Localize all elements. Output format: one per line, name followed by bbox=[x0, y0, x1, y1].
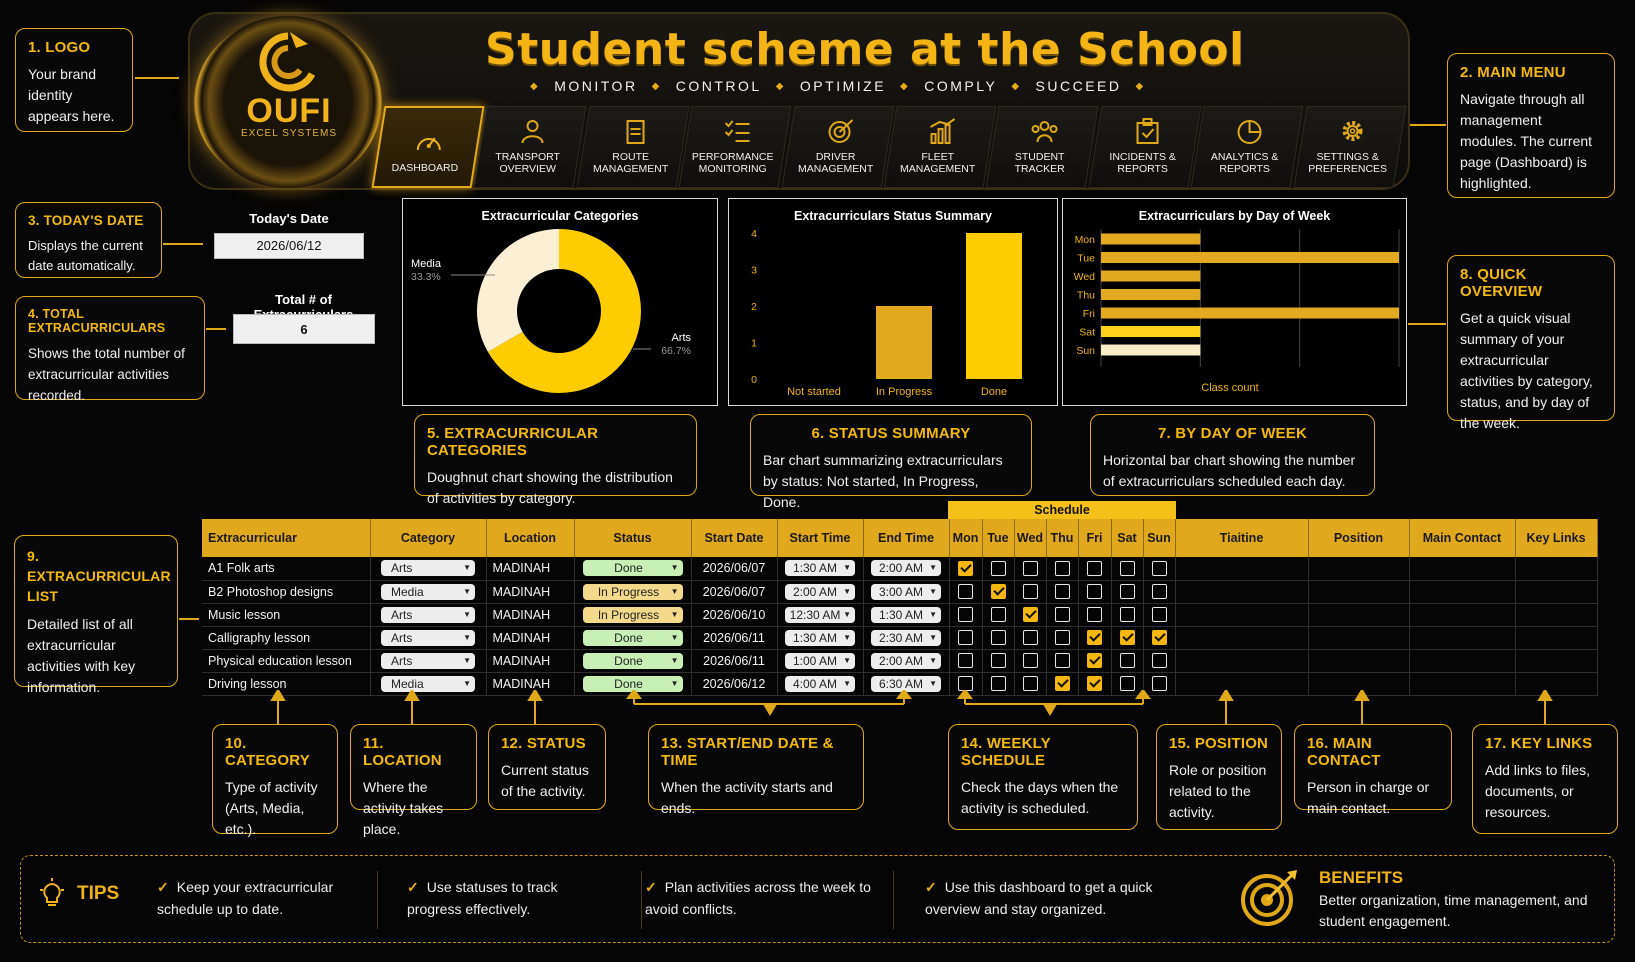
note-todays-date bbox=[15, 202, 162, 278]
pie-icon bbox=[1235, 117, 1265, 145]
y-tick-label: Thu bbox=[1076, 289, 1095, 302]
slice-percent-label: 33.3% bbox=[411, 271, 441, 283]
menu-item-dashboard[interactable] bbox=[372, 106, 485, 188]
note-title: 2. MAIN MENU bbox=[1460, 64, 1566, 81]
category-dropdown[interactable]: Media ▼ bbox=[381, 584, 475, 600]
day-bar bbox=[1101, 252, 1399, 263]
start-date-cell: 2026/06/11 bbox=[703, 653, 765, 668]
day-checkbox[interactable] bbox=[1023, 607, 1038, 622]
menu-label: INCIDENTS & REPORTS bbox=[1109, 151, 1176, 175]
column-header[interactable]: Location bbox=[486, 519, 574, 557]
empty-cell[interactable] bbox=[1175, 580, 1308, 603]
menu-item-driver-management[interactable] bbox=[781, 106, 894, 188]
day-checkbox[interactable] bbox=[991, 630, 1006, 645]
day-checkbox[interactable] bbox=[1023, 584, 1038, 599]
extracurricular-table bbox=[202, 519, 1598, 696]
day-checkbox[interactable] bbox=[1023, 676, 1038, 691]
menu-label: DRIVER MANAGEMENT bbox=[797, 151, 873, 175]
note-text: Role or position related to the activity. bbox=[1169, 762, 1267, 820]
activity-name: Calligraphy lesson bbox=[208, 630, 311, 645]
arrow bbox=[135, 77, 179, 79]
status-dropdown[interactable]: Done ▼ bbox=[583, 676, 683, 692]
empty-cell[interactable] bbox=[1409, 626, 1515, 649]
column-header[interactable]: Tiaitine bbox=[1175, 519, 1308, 557]
x-tick-label: Done bbox=[980, 386, 1008, 398]
note-status bbox=[488, 724, 606, 810]
tip-item: ✓ Plan activities across the week to avoid conflicts. bbox=[645, 879, 871, 917]
start-time-dropdown[interactable]: 2:00 AM ▼ bbox=[785, 584, 855, 600]
activity-name: Music lesson bbox=[208, 607, 281, 622]
page-title: Student scheme at the School bbox=[485, 24, 1245, 75]
status-dropdown[interactable]: Done ▼ bbox=[583, 560, 683, 576]
note-title: 9. EXTRACURRICULAR LIST bbox=[27, 548, 171, 604]
menu-item-transport-overview[interactable] bbox=[474, 106, 587, 188]
empty-cell[interactable] bbox=[1409, 649, 1515, 672]
menu-item-incidents-reports[interactable] bbox=[1088, 106, 1201, 188]
main-menu bbox=[378, 106, 1400, 188]
column-header[interactable]: Mon bbox=[949, 519, 982, 557]
start-time-dropdown[interactable]: 12:30 AM ▼ bbox=[785, 607, 855, 623]
day-bar bbox=[1101, 326, 1200, 337]
chart-day-panel bbox=[1062, 198, 1407, 406]
check-icon: ✓ bbox=[407, 879, 419, 895]
tip-item: ✓ Use statuses to track progress effectively. bbox=[407, 879, 558, 917]
note-start-end bbox=[648, 724, 864, 816]
menu-label: PERFORMANCE MONITORING bbox=[692, 151, 774, 175]
note-title: 16. MAIN CONTACT bbox=[1307, 735, 1381, 769]
menu-label: DASHBOARD bbox=[391, 162, 459, 174]
arrow bbox=[163, 243, 203, 245]
empty-cell[interactable] bbox=[1409, 557, 1515, 580]
empty-cell[interactable] bbox=[1308, 649, 1409, 672]
note-title: 3. TODAY'S DATE bbox=[28, 213, 144, 228]
tagline-word: CONTROL bbox=[675, 78, 762, 94]
note-categories bbox=[414, 414, 697, 506]
arrow bbox=[206, 328, 226, 330]
table-row[interactable] bbox=[202, 580, 1597, 603]
category-dropdown[interactable]: Arts ▼ bbox=[381, 560, 475, 576]
note-text: Your brand identity appears here. bbox=[28, 66, 115, 124]
menu-item-settings-preferences[interactable] bbox=[1293, 106, 1406, 188]
day-checkbox[interactable] bbox=[1120, 676, 1135, 691]
status-bar bbox=[966, 233, 1022, 379]
start-date-cell: 2026/06/10 bbox=[702, 607, 766, 622]
day-checkbox[interactable] bbox=[958, 584, 973, 599]
column-header[interactable]: Status bbox=[574, 519, 691, 557]
y-tick-label: 2 bbox=[751, 301, 757, 313]
day-checkbox[interactable] bbox=[1087, 676, 1102, 691]
chart-title: Extracurriculars Status Summary bbox=[793, 209, 992, 223]
category-dropdown[interactable]: Arts ▼ bbox=[381, 607, 475, 623]
day-checkbox[interactable] bbox=[1055, 584, 1070, 599]
column-header[interactable]: Fri bbox=[1078, 519, 1111, 557]
donut-slice-media bbox=[477, 229, 559, 352]
column-header[interactable]: Category bbox=[370, 519, 486, 557]
empty-cell[interactable] bbox=[1515, 603, 1597, 626]
schedule-header: Schedule bbox=[948, 501, 1176, 519]
benefits-text: Better organization, time management, and student engagement. bbox=[1319, 892, 1588, 929]
column-header[interactable]: Wed bbox=[1014, 519, 1046, 557]
column-header[interactable]: Extracurricular bbox=[202, 519, 370, 557]
note-text: Doughnut chart showing the distribution of activities by category. bbox=[427, 469, 673, 506]
note-total-extracurriculars bbox=[15, 296, 205, 403]
empty-cell[interactable] bbox=[1409, 580, 1515, 603]
start-time-dropdown[interactable]: 1:00 AM ▼ bbox=[785, 653, 855, 669]
day-checkbox[interactable] bbox=[991, 676, 1006, 691]
category-dropdown[interactable]: Arts ▼ bbox=[381, 630, 475, 646]
column-header[interactable]: Sun bbox=[1143, 519, 1175, 557]
status-dropdown[interactable]: Done ▼ bbox=[583, 653, 683, 669]
column-header[interactable]: Key Links bbox=[1515, 519, 1597, 557]
check-icon: ✓ bbox=[925, 879, 937, 895]
note-text: Bar chart summarizing extracurriculars by status: Not started, In Progress, Done. bbox=[763, 452, 1003, 510]
day-checkbox[interactable] bbox=[1152, 607, 1167, 622]
menu-item-student-tracker[interactable] bbox=[986, 106, 1099, 188]
activity-name: Physical education lesson bbox=[208, 653, 352, 668]
day-bar bbox=[1101, 308, 1399, 319]
start-time-dropdown[interactable]: 1:30 AM ▼ bbox=[785, 560, 855, 576]
note-text: Type of activity (Arts, Media, etc.). bbox=[225, 779, 318, 837]
activity-name: A1 Folk arts bbox=[208, 561, 275, 576]
logo-text: OUFI bbox=[246, 92, 332, 130]
x-tick-label: In Progress bbox=[875, 386, 933, 398]
day-checkbox[interactable] bbox=[1055, 607, 1070, 622]
empty-cell[interactable] bbox=[1515, 626, 1597, 649]
tip-item: ✓ Use this dashboard to get a quick overview and stay organized. bbox=[925, 879, 1153, 917]
todays-date-label: Today's Date bbox=[249, 211, 329, 226]
empty-cell[interactable] bbox=[1175, 626, 1308, 649]
note-by-day bbox=[1090, 414, 1375, 496]
day-bar bbox=[1101, 289, 1200, 300]
day-checkbox[interactable] bbox=[1087, 653, 1102, 668]
day-checkbox[interactable] bbox=[1055, 676, 1070, 691]
divider bbox=[377, 871, 378, 929]
empty-cell[interactable] bbox=[1308, 580, 1409, 603]
day-checkbox[interactable] bbox=[1120, 584, 1135, 599]
category-dropdown[interactable]: Media ▼ bbox=[381, 676, 475, 692]
note-title: 6. STATUS SUMMARY bbox=[811, 425, 971, 442]
note-text: Shows the total number of extracurricular activities recorded. bbox=[28, 346, 185, 403]
empty-cell[interactable] bbox=[1175, 557, 1308, 580]
empty-cell[interactable] bbox=[1409, 603, 1515, 626]
todays-date-value: 2026/06/12 bbox=[214, 233, 364, 259]
logo-subtitle: EXCEL SYSTEMS bbox=[241, 128, 337, 139]
note-text: Check the days when the activity is scheduled. bbox=[961, 779, 1119, 816]
column-header[interactable]: Position bbox=[1308, 519, 1409, 557]
note-text: Add links to files, documents, or resources. bbox=[1485, 762, 1591, 820]
y-tick-label: Fri bbox=[1082, 308, 1095, 320]
arrow bbox=[1410, 124, 1446, 126]
location-cell: MADINAH bbox=[492, 630, 551, 645]
slice-percent-label: 66.7% bbox=[661, 345, 691, 357]
note-key-links bbox=[1472, 724, 1618, 834]
divider bbox=[641, 871, 642, 929]
tip-item: ✓ Keep your extracurricular schedule up to date. bbox=[157, 879, 334, 917]
note-title: 15. POSITION bbox=[1169, 735, 1269, 752]
chart-status-panel bbox=[728, 198, 1058, 406]
note-main-contact bbox=[1294, 724, 1452, 816]
note-status-summary bbox=[750, 414, 1032, 510]
checklist-icon bbox=[723, 117, 753, 145]
table-row[interactable] bbox=[202, 649, 1597, 672]
status-dropdown[interactable]: In Progress ▼ bbox=[583, 584, 683, 600]
day-checkbox[interactable] bbox=[1120, 561, 1135, 576]
empty-cell[interactable] bbox=[1308, 603, 1409, 626]
note-title: 1. LOGO bbox=[28, 39, 91, 56]
menu-label: SETTINGS & PREFERENCES bbox=[1307, 151, 1387, 175]
y-tick-label: Sun bbox=[1076, 345, 1095, 357]
menu-item-fleet-management[interactable] bbox=[884, 106, 997, 188]
note-title: 8. QUICK OVERVIEW bbox=[1460, 266, 1543, 300]
note-weekly-schedule bbox=[948, 724, 1138, 830]
day-checkbox[interactable] bbox=[991, 607, 1006, 622]
x-tick-label: Not started bbox=[787, 386, 841, 398]
day-checkbox[interactable] bbox=[1023, 630, 1038, 645]
chart-categories-panel bbox=[402, 198, 718, 406]
menu-item-performance-monitoring[interactable] bbox=[679, 106, 792, 188]
day-checkbox[interactable] bbox=[991, 561, 1006, 576]
end-time-dropdown[interactable]: 2:30 AM ▼ bbox=[871, 630, 941, 646]
y-tick-label: 3 bbox=[751, 264, 757, 277]
bar-chart-icon bbox=[928, 117, 958, 145]
y-tick-label: 0 bbox=[751, 374, 757, 386]
divider bbox=[893, 871, 894, 929]
slice-label: Media bbox=[411, 258, 441, 270]
gear-icon bbox=[1337, 117, 1367, 145]
tips-title: TIPS bbox=[77, 883, 120, 904]
tagline-word: OPTIMIZE bbox=[799, 78, 887, 94]
note-position bbox=[1156, 724, 1282, 830]
day-checkbox[interactable] bbox=[958, 653, 973, 668]
table-row[interactable] bbox=[202, 557, 1597, 580]
day-checkbox[interactable] bbox=[1152, 630, 1167, 645]
status-bar bbox=[876, 306, 932, 379]
start-date-cell: 2026/06/12 bbox=[702, 676, 766, 691]
empty-cell[interactable] bbox=[1308, 626, 1409, 649]
status-dropdown[interactable]: Done ▼ bbox=[583, 630, 683, 646]
column-header[interactable]: Tue bbox=[982, 519, 1014, 557]
start-date-cell: 2026/06/07 bbox=[702, 584, 766, 599]
report-icon bbox=[1133, 117, 1163, 145]
empty-cell[interactable] bbox=[1515, 649, 1597, 672]
end-time-dropdown[interactable]: 3:00 AM ▼ bbox=[871, 584, 941, 600]
slice-label: Arts bbox=[671, 332, 691, 344]
column-header[interactable]: End Time bbox=[863, 519, 949, 557]
day-checkbox[interactable] bbox=[1152, 584, 1167, 599]
day-of-week-bar-chart bbox=[1063, 199, 1408, 407]
target-icon bbox=[825, 117, 855, 145]
day-checkbox[interactable] bbox=[1055, 653, 1070, 668]
table-header-row bbox=[202, 519, 1597, 557]
location-cell: MADINAH bbox=[492, 653, 551, 668]
day-checkbox[interactable] bbox=[1055, 561, 1070, 576]
location-cell: MADINAH bbox=[492, 584, 551, 599]
x-axis-label: Class count bbox=[1201, 382, 1259, 394]
status-dropdown[interactable]: In Progress ▼ bbox=[583, 607, 683, 623]
y-tick-label: 1 bbox=[751, 337, 757, 350]
category-dropdown[interactable]: Arts ▼ bbox=[381, 653, 475, 669]
total-extracurriculars-label: Total # of bbox=[275, 292, 332, 307]
day-checkbox[interactable] bbox=[958, 607, 973, 622]
day-checkbox[interactable] bbox=[1120, 630, 1135, 645]
start-time-dropdown[interactable]: 4:00 AM ▼ bbox=[785, 676, 855, 692]
column-header[interactable]: Start Date bbox=[691, 519, 777, 557]
menu-item-analytics-reports[interactable] bbox=[1191, 106, 1304, 188]
note-text: Navigate through all management modules. The current page (Dashboard) is highlighted. bbox=[1460, 91, 1593, 191]
lightbulb-icon bbox=[37, 878, 67, 910]
column-header[interactable]: Main Contact bbox=[1409, 519, 1515, 557]
arrow bbox=[179, 618, 199, 620]
empty-cell[interactable] bbox=[1175, 603, 1308, 626]
tagline-word: SUCCEED bbox=[1035, 78, 1122, 94]
note-text: When the activity starts and ends. bbox=[661, 779, 833, 816]
location-cell: MADINAH bbox=[492, 607, 551, 622]
group-icon bbox=[1030, 117, 1060, 145]
y-tick-label: Mon bbox=[1074, 234, 1095, 246]
day-checkbox[interactable] bbox=[1087, 630, 1102, 645]
location-cell: MADINAH bbox=[492, 676, 551, 691]
day-bar bbox=[1101, 271, 1200, 282]
day-bar bbox=[1101, 345, 1200, 356]
empty-cell[interactable] bbox=[1308, 557, 1409, 580]
note-title: 13. START/END DATE & TIME bbox=[661, 735, 834, 769]
activity-name: Driving lesson bbox=[208, 676, 287, 691]
day-bar bbox=[1101, 234, 1200, 245]
menu-label: FLEET MANAGEMENT bbox=[900, 151, 976, 175]
note-title: 17. KEY LINKS bbox=[1485, 735, 1593, 752]
target-arrow-icon bbox=[1239, 868, 1299, 928]
categories-donut-chart bbox=[403, 199, 719, 407]
day-checkbox[interactable] bbox=[1120, 653, 1135, 668]
note-main-menu bbox=[1447, 53, 1615, 198]
note-extracurricular-list bbox=[14, 535, 178, 695]
day-checkbox[interactable] bbox=[1087, 561, 1102, 576]
day-checkbox[interactable] bbox=[958, 630, 973, 645]
note-title: 5. EXTRACURRICULAR CATEGORIES bbox=[427, 425, 599, 459]
note-title: 14. WEEKLY SCHEDULE bbox=[961, 735, 1051, 769]
day-checkbox[interactable] bbox=[1087, 607, 1102, 622]
check-icon: ✓ bbox=[157, 879, 169, 895]
note-title: 7. BY DAY OF WEEK bbox=[1158, 425, 1307, 442]
location-cell: MADINAH bbox=[492, 561, 551, 576]
clipboard-icon bbox=[621, 117, 651, 145]
note-location bbox=[350, 724, 477, 837]
status-bar-chart bbox=[729, 199, 1059, 407]
note-text: Get a quick visual summary of your extracurricular activities by category, status, and by day of the week. bbox=[1460, 310, 1593, 431]
menu-label: ANALYTICS & REPORTS bbox=[1211, 151, 1279, 175]
note-text: Detailed list of all extracurricular activities with key information. bbox=[27, 616, 136, 695]
tagline: ◆ MONITOR ◆ CONTROL ◆ OPTIMIZE ◆ COMPLY ◆ SUCCEED ◆ bbox=[530, 78, 1146, 94]
note-text: Person in charge or main contact. bbox=[1307, 779, 1430, 816]
day-checkbox[interactable] bbox=[958, 676, 973, 691]
note-title: 4. TOTAL EXTRACURRICULARS bbox=[28, 307, 166, 335]
column-header[interactable]: Thu bbox=[1046, 519, 1078, 557]
end-time-dropdown[interactable]: 2:00 AM ▼ bbox=[871, 560, 941, 576]
day-checkbox[interactable] bbox=[1055, 630, 1070, 645]
note-logo bbox=[15, 28, 133, 132]
day-checkbox[interactable] bbox=[1152, 676, 1167, 691]
column-header[interactable]: Sat bbox=[1111, 519, 1143, 557]
day-checkbox[interactable] bbox=[1023, 561, 1038, 576]
day-checkbox[interactable] bbox=[958, 561, 973, 576]
empty-cell[interactable] bbox=[1515, 580, 1597, 603]
y-tick-label: Tue bbox=[1077, 252, 1095, 265]
note-text: Displays the current date automatically. bbox=[28, 238, 143, 273]
y-tick-label: Sat bbox=[1079, 326, 1095, 339]
start-date-cell: 2026/06/07 bbox=[702, 561, 766, 576]
note-title: 12. STATUS bbox=[501, 735, 586, 752]
logo-mark-icon bbox=[250, 30, 326, 96]
note-title: 11. LOCATION bbox=[363, 735, 442, 769]
empty-cell[interactable] bbox=[1175, 649, 1308, 672]
menu-item-route-management[interactable] bbox=[576, 106, 689, 188]
user-icon bbox=[518, 117, 548, 145]
menu-label: TRANSPORT OVERVIEW bbox=[495, 151, 561, 175]
menu-label: STUDENT TRACKER bbox=[1015, 151, 1066, 175]
tips-panel bbox=[20, 855, 1615, 943]
menu-label: ROUTE MANAGEMENT bbox=[592, 151, 669, 175]
check-icon: ✓ bbox=[645, 879, 657, 895]
day-checkbox[interactable] bbox=[1152, 653, 1167, 668]
end-time-dropdown[interactable]: 6:30 AM ▼ bbox=[871, 676, 941, 692]
note-quick-overview bbox=[1447, 255, 1615, 431]
chart-title: Extracurricular Categories bbox=[481, 209, 639, 223]
note-text: Where the activity takes place. bbox=[363, 779, 444, 837]
speedometer-icon bbox=[414, 128, 444, 156]
arrow bbox=[1408, 323, 1446, 325]
total-extracurriculars-value: 6 bbox=[233, 314, 375, 344]
y-tick-label: 4 bbox=[751, 228, 757, 240]
end-time-dropdown[interactable]: 1:30 AM ▼ bbox=[871, 607, 941, 623]
note-text: Horizontal bar chart showing the number of extracurriculars scheduled each day. bbox=[1103, 452, 1356, 489]
column-header[interactable]: Start Time bbox=[777, 519, 863, 557]
day-checkbox[interactable] bbox=[991, 653, 1006, 668]
table-row[interactable] bbox=[202, 626, 1597, 649]
note-category bbox=[212, 724, 338, 837]
tagline-word: COMPLY bbox=[924, 78, 998, 94]
connector-arrows bbox=[0, 690, 1635, 726]
day-checkbox[interactable] bbox=[1023, 653, 1038, 668]
note-title: 10. CATEGORY bbox=[225, 735, 310, 769]
day-checkbox[interactable] bbox=[991, 584, 1006, 599]
day-checkbox[interactable] bbox=[1152, 561, 1167, 576]
activity-name: B2 Photoshop designs bbox=[208, 584, 334, 599]
empty-cell[interactable] bbox=[1515, 557, 1597, 580]
tagline-word: MONITOR bbox=[554, 78, 638, 94]
y-tick-label: Wed bbox=[1073, 271, 1095, 283]
day-checkbox[interactable] bbox=[1120, 607, 1135, 622]
start-date-cell: 2026/06/11 bbox=[703, 630, 765, 645]
table-row[interactable] bbox=[202, 603, 1597, 626]
start-time-dropdown[interactable]: 1:30 AM ▼ bbox=[785, 630, 855, 646]
end-time-dropdown[interactable]: 2:00 AM ▼ bbox=[871, 653, 941, 669]
note-text: Current status of the activity. bbox=[501, 762, 589, 799]
benefits-title: BENEFITS bbox=[1319, 868, 1404, 887]
chart-title: Extracurriculars by Day of Week bbox=[1138, 209, 1331, 223]
day-checkbox[interactable] bbox=[1087, 584, 1102, 599]
